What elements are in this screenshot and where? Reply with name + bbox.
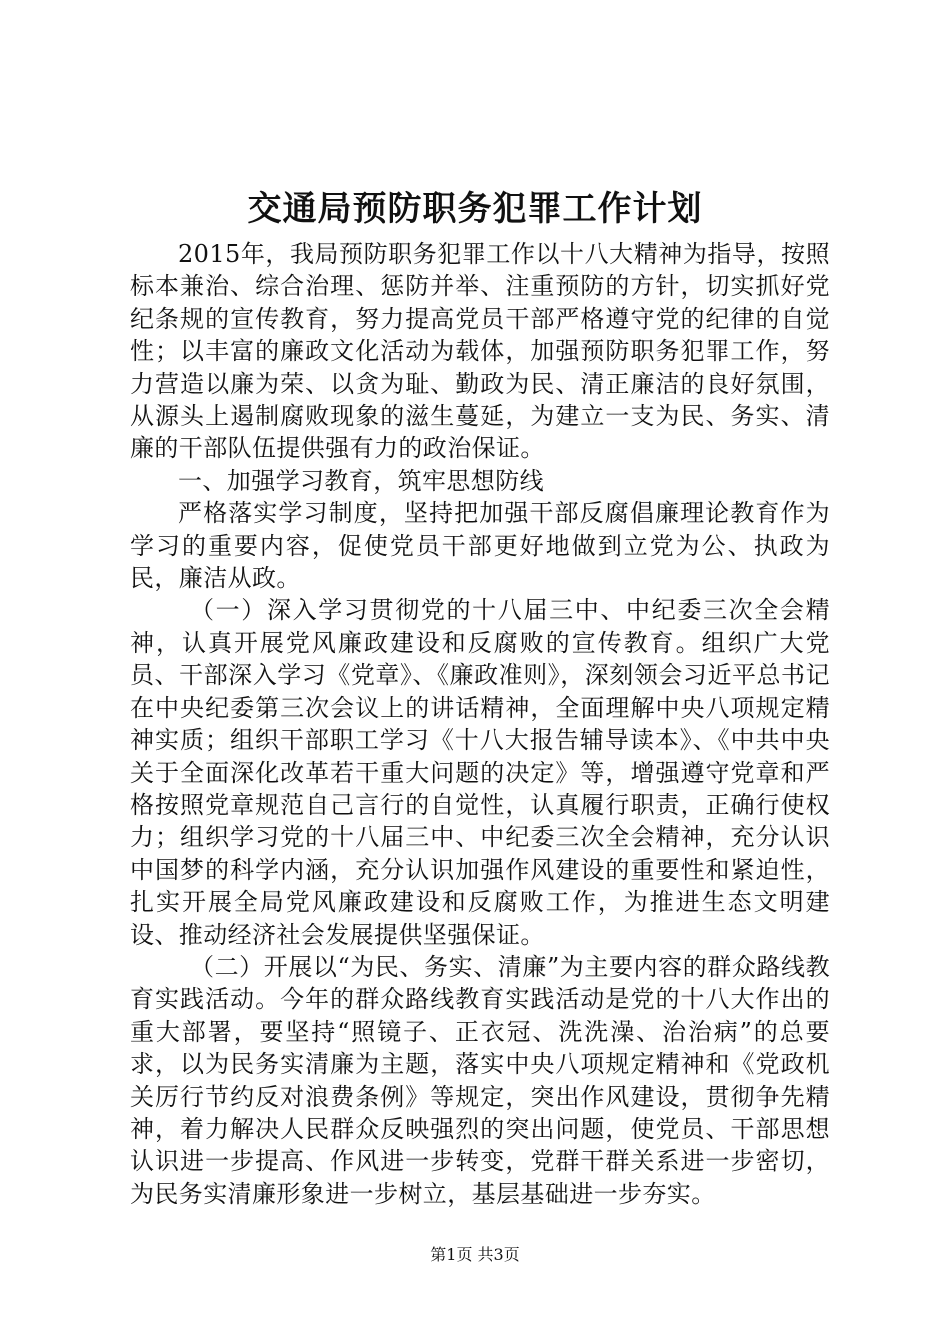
- section-1-paragraph: 严格落实学习制度，坚持把加强干部反腐倡廉理论教育作为学习的重要内容，促使党员干部更好地做到立党为公、执政为民，廉洁从政。: [130, 499, 830, 593]
- intro-paragraph: 2015年，我局预防职务犯罪工作以十八大精神为指导，按照标本兼治、综合治理、惩防并举、注重预防的方针，切实抓好党纪条规的宣传教育，努力提高党员干部严格遵守党的纪律的自觉性；以丰富的廉政文化活动为载体，加强预防职务犯罪工作，努力营造以廉为荣、以贪为耻、勤政为民、清正廉洁的良好氛围，从源头上遏制腐败现象的滋生蔓延，为建立一支为民、务实、清廉的干部队伍提供强有力的政治保证。: [130, 240, 830, 463]
- subsection-2-paragraph: （二）开展以“为民、务实、清廉”为主要内容的群众路线教育实践活动。今年的群众路线教育实践活动是党的十八大作出的重大部署，要坚持“照镜子、正衣冠、洗洗澡、治治病”的总要求，以为民务实清廉为主题，落实中央八项规定精神和《党政机关厉行节约反对浪费条例》等规定，突出作风建设，贯彻争先精神，着力解决人民群众反映强烈的突出问题，使党员、干部思想认识进一步提高、作风进一步转变，党群干群关系进一步密切，为民务实清廉形象进一步树立，基层基础进一步夯实。: [130, 952, 830, 1208]
- subsection-1-paragraph: （一）深入学习贯彻党的十八届三中、中纪委三次全会精神，认真开展党风廉政建设和反腐败的宣传教育。组织广大党员、干部深入学习《党章》、《廉政准则》，深刻领会习近平总书记在中央纪委第三次会议上的讲话精神，全面理解中央八项规定精神实质；组织干部职工学习《十八大报告辅导读本》、《中共中央关于全面深化改革若干重大问题的决定》等，增强遵守党章和严格按照党章规范自己言行的自觉性，认真履行职责，正确行使权力；组织学习党的十八届三中、中纪委三次全会精神，充分认识中国梦的科学内涵，充分认识加强作风建设的重要性和紧迫性，扎实开展全局党风廉政建设和反腐败工作，为推进生态文明建设、推动经济社会发展提供坚强保证。: [130, 596, 830, 949]
- document-body: [130, 238, 830, 1210]
- document-title: 交通局预防职务犯罪工作计划: [247, 189, 703, 229]
- page-footer: 第1页 共3页: [430, 1245, 520, 1264]
- section-heading-1: 一、加强学习教育，筑牢思想防线: [178, 466, 544, 495]
